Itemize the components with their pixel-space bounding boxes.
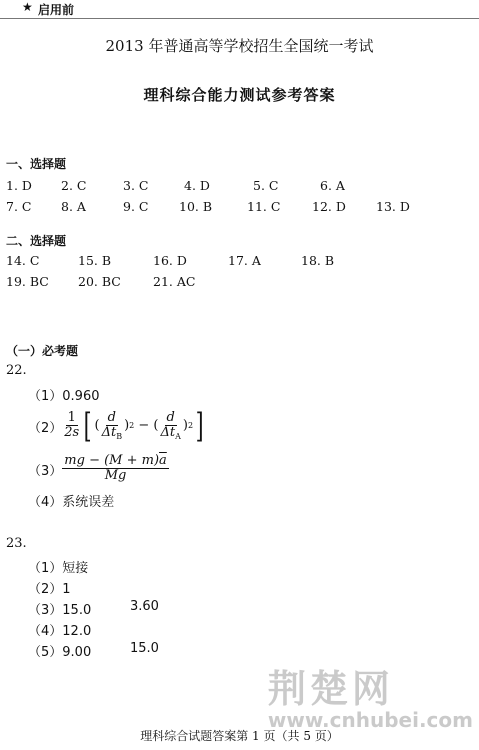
q22-value-1: 0.960 (62, 389, 100, 404)
q23-answer-4 (28, 620, 91, 639)
answer-item: 6. A (320, 178, 345, 193)
q22-formula-2-coef: $\frac{1}{2s}$ (64, 409, 80, 441)
header-star-icon: ★ (22, 0, 33, 14)
answer-item: 8. A (61, 199, 86, 214)
q22-formula-2-body: ( $\frac{d}{\Delta t_B}$ ) 2 − ( $\frac{d}{\Delta t_A}$ ) 2 (94, 409, 194, 442)
header-label: 启用前 (38, 3, 75, 17)
q22-formula-3: $\frac{mg - (M + m)\overline{a}}{Mg}$ (64, 452, 167, 484)
answer-item: 4. D (184, 178, 210, 193)
q22-formula-2-bracket-left: [ (83, 406, 92, 446)
q22-answer-2 (28, 406, 206, 446)
answer-item: 14. C (6, 253, 40, 268)
answer-item: 21. AC (153, 274, 196, 289)
q23-answer-1 (28, 557, 88, 576)
q23-label: （4） (28, 624, 63, 639)
answer-item: 1. D (6, 178, 32, 193)
answer-item: 11. C (247, 199, 281, 214)
q22-answer-3 (28, 451, 169, 487)
watermark-logo-icon (267, 667, 473, 711)
q23-value: 1 (62, 582, 71, 597)
watermark-url: www.cnhubei.com (267, 708, 473, 732)
answer-item: 17. A (228, 253, 261, 268)
page-title: 2013 年普通高等学校招生全国统一考试 (105, 37, 374, 55)
section-heading-choice-1: 一、选择题 (6, 157, 67, 171)
answer-item: 10. B (179, 199, 213, 214)
q22-label-4: （4） (28, 495, 63, 510)
q23-value: 15.0 (62, 603, 92, 618)
question-number-23: 23. (6, 536, 27, 551)
q23-answer-5 (28, 641, 91, 660)
q23-label: （5） (28, 645, 63, 660)
q23-value-secondary: 15.0 (130, 641, 159, 656)
q22-value-4: 系统误差 (62, 495, 115, 510)
q23-label: （2） (28, 582, 63, 597)
q22-answer-1 (28, 385, 100, 404)
q23-value-secondary: 3.60 (130, 599, 159, 614)
watermark-brand: 荆楚网 (267, 667, 394, 711)
watermark (267, 667, 473, 732)
answer-item: 12. D (312, 199, 346, 214)
q23-value: 短接 (62, 561, 89, 576)
section-heading-required: （一）必考题 (6, 344, 79, 358)
question-number-22: 22. (6, 363, 27, 378)
answer-item: 7. C (6, 199, 32, 214)
q23-answer-2 (28, 578, 71, 597)
answer-item: 9. C (123, 199, 149, 214)
page-subtitle: 理科综合能力测试参考答案 (143, 86, 336, 104)
q23-label: （1） (28, 561, 63, 576)
page-footer: 理科综合试题答案第 1 页（共 5 页） (140, 729, 339, 743)
q22-label-2: （2） (28, 420, 63, 436)
answer-item: 19. BC (6, 274, 49, 289)
q23-label: （3） (28, 603, 63, 618)
q22-answer-4 (28, 491, 114, 510)
answer-item: 16. D (153, 253, 187, 268)
answer-item: 20. BC (78, 274, 121, 289)
answer-item: 5. C (253, 178, 279, 193)
answer-item: 15. B (78, 253, 112, 268)
answer-item: 3. C (123, 178, 149, 193)
q23-value: 9.00 (62, 645, 92, 660)
q22-formula-2-bracket-right: ] (195, 406, 204, 446)
header-rule (0, 18, 479, 19)
answer-item: 2. C (61, 178, 87, 193)
answer-item: 18. B (301, 253, 335, 268)
q22-label-3: （3） (28, 463, 63, 479)
q23-answer-3 (28, 599, 91, 618)
section-heading-choice-2: 二、选择题 (6, 234, 67, 248)
answer-item: 13. D (376, 199, 410, 214)
q23-value: 12.0 (62, 624, 92, 639)
q22-label-1: （1） (28, 389, 63, 404)
